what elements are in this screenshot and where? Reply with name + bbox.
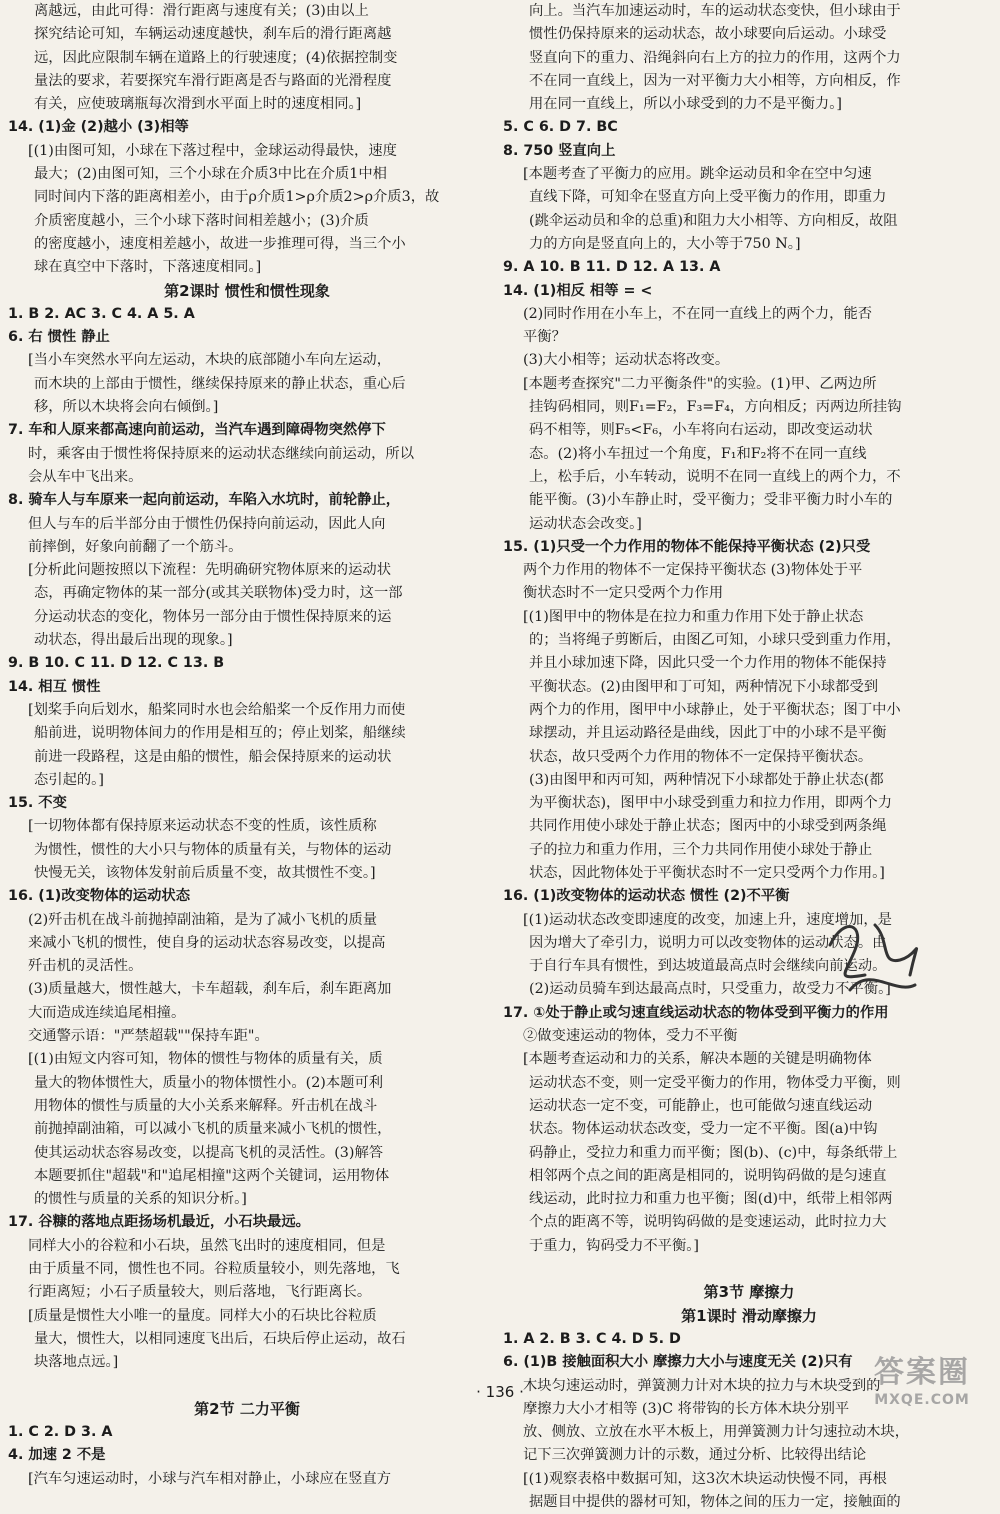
text-line: 态，再确定物体的某一部分(或其关联物体)受力时，这一部 <box>34 585 403 602</box>
text-line: 运动状态一定不变，可能静止，也可能做匀速直线运动 <box>529 1097 873 1114</box>
page-number: · 136 · <box>476 1383 524 1401</box>
text-line: 运动状态会改变。] <box>529 515 642 532</box>
text-line: 挂钩码相同，则F₁=F₂，F₃=F₄，方向相反；丙两边所挂钩 <box>529 399 902 416</box>
section-heading: 第1课时 滑动摩擦力 <box>681 1306 817 1325</box>
answer-line: 1. C 2. D 3. A <box>8 1424 113 1441</box>
text-line: 量大的物体惯性大，质量小的物体惯性小。(2)本题可利 <box>34 1074 384 1091</box>
text-line: 远，因此应限制车辆在道路上的行驶速度；(4)依据控制变 <box>34 49 398 66</box>
text-line: 不在同一直线上，因为一对平衡力大小相等，方向相反，作 <box>529 72 901 89</box>
text-line: (3)大小相等；运动状态将改变。 <box>523 352 730 369</box>
text-line: 来减小飞机的惯性，使自身的运动状态容易改变，以提高 <box>28 934 386 951</box>
text-line: 于自行车具有惯性，到达坡道最高点时会继续向前运动。 <box>529 958 887 975</box>
text-line: 状态。物体运动状态改变，受力一定不平衡。图(a)中钩 <box>529 1121 878 1138</box>
text-line: 因为增大了牵引力，说明力可以改变物体的运动状态。由 <box>529 934 887 951</box>
watermark <box>852 1354 992 1416</box>
text-line: 由于质量不同，惯性也不同。谷粒质量较小，则先落地，飞 <box>28 1261 400 1278</box>
text-line: (2)歼击机在战斗前抛掉副油箱，是为了减小飞机的质量 <box>28 911 378 928</box>
text-line: 的密度越小，速度相差越小，故进一步推理可得，当三个小 <box>34 235 406 252</box>
text-line: 能平衡。(3)小车静止时，受平衡力；受非平衡力时小车的 <box>529 492 893 509</box>
text-line: [(1)运动状态改变即速度的改变，加速上升，速度增加，是 <box>523 911 892 928</box>
text-line: 有关，应使玻璃瓶每次滑到水平面上时的速度相同。] <box>34 96 362 113</box>
answer-line: 1. B 2. AC 3. C 4. A 5. A <box>8 305 195 322</box>
text-line: 线运动，此时拉力和重力也平衡；图(d)中，纸带上相邻两 <box>529 1191 893 1208</box>
answer-line: 14. (1)金 (2)越小 (3)相等 <box>8 119 189 136</box>
text-line: [(1)由短文内容可知，物体的惯性与物体的质量有关，质 <box>28 1051 383 1068</box>
text-line: 于重力，钩码受力不平衡。] <box>529 1237 699 1254</box>
text-line: 前进一段路程，这是由船的惯性，船会保持原来的运动状 <box>34 748 392 765</box>
answer-line: 8. 750 竖直向上 <box>503 142 616 159</box>
text-line: 球在真空中下落时，下落速度相同。] <box>34 259 262 276</box>
text-line: ②做变速运动的物体，受力不平衡 <box>523 1028 738 1045</box>
answer-line: 1. A 2. B 3. C 4. D 5. D <box>503 1330 681 1347</box>
text-line: 为平衡状态)，图甲中小球受到重力和拉力作用，即两个力 <box>529 795 892 812</box>
text-line: [分析此问题按照以下流程：先明确研究物体原来的运动状 <box>28 562 391 579</box>
text-line: [本题考查了平衡力的应用。跳伞运动员和伞在空中匀速 <box>523 166 872 183</box>
answer-line: 15. 不变 <box>8 795 67 812</box>
text-line: [本题考查探究"二力平衡条件"的实验。(1)甲、乙两边所 <box>523 375 877 392</box>
answer-line: 8. 骑车人与车原来一起向前运动，车陷入水坑时，前轮静止， <box>8 492 401 509</box>
text-line: 竖直向下的重力、沿绳斜向右上方的拉力的作用，这两个力 <box>529 49 901 66</box>
text-line: 运动状态不变，则一定受平衡力的作用，物体受力平衡，则 <box>529 1074 901 1091</box>
answer-line: 6. 右 惯性 静止 <box>8 329 110 346</box>
text-line: 时，乘客由于惯性将保持原来的运动状态继续向前运动，所以 <box>28 445 415 462</box>
text-line: 平衡？ <box>523 329 566 346</box>
text-line: 前摔倒，好象向前翻了一个筋斗。 <box>28 538 243 555</box>
answer-line: 4. 加速 2 不是 <box>8 1447 106 1464</box>
text-line: 量法的要求，若要探究车滑行距离是否与路面的光滑程度 <box>34 72 392 89</box>
text-line: 两个力的作用，图甲中小球静止，处于平衡状态；图丁中小 <box>529 701 901 718</box>
text-line: (3)由图甲和丙可知，两种情况下小球都处于静止状态(都 <box>529 771 884 788</box>
text-line: 交通警示语："严禁超载""保持车距"。 <box>28 1028 269 1045</box>
text-line: 状态，故只受两个力作用的物体不一定保持平衡状态。 <box>529 748 873 765</box>
text-line: 最大；(2)由图可知，三个小球在介质3中比在介质1中相 <box>34 166 387 183</box>
right-column <box>503 0 995 1514</box>
text-line: 码静止，受拉力和重力而平衡；图(b)、(c)中，每条纸带上 <box>529 1144 898 1161</box>
text-line: 行距离短；小石子质量较大，则后落地，飞行距离长。 <box>28 1284 372 1301</box>
text-line: 的；当将绳子剪断后，由图乙可知，小球只受到重力作用， <box>529 632 901 649</box>
answer-line: 17. 谷糠的落地点距扬场机最近，小石块最远。 <box>8 1214 310 1231</box>
text-line: 船前进，说明物体间力的作用是相互的；停止划桨，船继续 <box>34 725 406 742</box>
text-line: 放、侧放、立放在水平木板上，用弹簧测力计匀速拉动木块， <box>523 1424 910 1441</box>
section-heading: 第3节 摩擦力 <box>703 1283 795 1302</box>
text-line: 介质密度越小，三个小球下落时间相差越小；(3)介质 <box>34 212 369 229</box>
text-line: 分运动状态的变化，物体另一部分由于惯性保持原来的运 <box>34 608 392 625</box>
text-line: 量大，惯性大，以相同速度飞出后，石块后停止运动，故石 <box>34 1330 406 1347</box>
text-line: 态引起的。] <box>34 771 104 788</box>
answer-line: 9. A 10. B 11. D 12. A 13. A <box>503 259 721 276</box>
text-line: 动状态，得出最后出现的现象。] <box>34 632 233 649</box>
answer-line: 16. (1)改变物体的运动状态 <box>8 888 190 905</box>
answer-line: 14. 相互 惯性 <box>8 678 101 695</box>
text-line: 平衡状态。(2)由图甲和丁可知，两种情况下小球都受到 <box>529 678 879 695</box>
text-line: 前抛掉副油箱，可以减小飞机的质量来减小飞机的惯性， <box>34 1121 392 1138</box>
text-line: (跳伞运动员和伞的总重)和阻力大小相等、方向相反，故阻 <box>529 212 898 229</box>
text-line: 并且小球加速下降，因此只受一个力作用的物体不能保持 <box>529 655 887 672</box>
text-line: 大而造成连续追尾相撞。 <box>28 1004 186 1021</box>
text-line: 块落地点远。] <box>34 1354 119 1371</box>
answer-line: 14. (1)相反 相等 = < <box>503 282 653 299</box>
text-line: 摩擦力大小才相等 (3)C 将带钩的长方体木块分别平 <box>523 1400 850 1417</box>
text-line: 快慢无关，该物体发射前后质量不变，故其惯性不变。] <box>34 864 376 881</box>
text-line: [(1)图甲中的物体是在拉力和重力作用下处于静止状态 <box>523 608 864 625</box>
text-line: 惯性仍保持原来的运动状态，故小球要向后运动。小球受 <box>529 26 887 43</box>
text-line: 向上。当汽车加速运动时，车的运动状态变快，但小球由于 <box>529 3 901 19</box>
text-line: 木块匀速运动时，弹簧测力计对木块的拉力与木块受到的 <box>523 1377 881 1394</box>
text-line: 用物体的惯性与质量的大小关系来解释。歼击机在战斗 <box>34 1097 378 1114</box>
text-line: 共同作用使小球处于静止状态；图丙中的小球受到两条绳 <box>529 818 887 835</box>
text-line: (2)运动员骑车到达最高点时，只受重力，故受力不平衡。] <box>529 981 891 998</box>
text-line: [质量是惯性大小唯一的量度。同样大小的石块比谷粒质 <box>28 1307 377 1324</box>
text-line: 相邻两个点之间的距离是相同的，说明钩码做的是匀速直 <box>529 1167 887 1184</box>
text-line: 衡状态时不一定只受两个力作用 <box>523 585 724 602</box>
text-line: [当小车突然水平向左运动，木块的底部随小车向左运动， <box>28 352 391 369</box>
answer-line: 17. ①处于静止或匀速直线运动状态的物体受到平衡力的作用 <box>503 1004 889 1021</box>
watermark-url: MXQE.COM <box>874 1392 970 1408</box>
text-line: [一切物体都有保持原来运动状态不变的性质，该性质称 <box>28 818 377 835</box>
text-line: 球摆动，并且运动路径是曲线，因此丁中的小球不是平衡 <box>529 725 887 742</box>
text-line: 直线下降，可知伞在竖直方向上受平衡力的作用，即重力 <box>529 189 887 206</box>
text-line: [汽车匀速运动时，小球与汽车相对静止，小球应在竖直方 <box>28 1470 391 1487</box>
text-line: 用在同一直线上，所以小球受到的力不是平衡力。] <box>529 96 842 113</box>
answer-line: 15. (1)只受一个力作用的物体不能保持平衡状态 (2)只受 <box>503 538 871 555</box>
text-line: 子的拉力和重力作用，三个力共同作用使小球处于静止 <box>529 841 873 858</box>
section-heading: 第2节 二力平衡 <box>194 1399 300 1418</box>
text-line: 本题要抓住"超载"和"追尾相撞"这两个关键词，运用物体 <box>34 1167 390 1184</box>
text-line: 码不相等，则F₅<F₆，小车将向右运动，即改变运动状 <box>529 422 873 439</box>
text-line: 态。(2)将小车扭过一个角度，F₁和F₂将不在同一直线 <box>529 445 867 462</box>
text-line <box>503 1258 995 1281</box>
text-line: 两个力作用的物体不一定保持平衡状态 (3)物体处于平 <box>523 562 863 579</box>
text-line: 据题目中提供的器材可知，物体之间的压力一定，接触面的 <box>529 1494 901 1510</box>
handwritten-scribble <box>820 905 930 1005</box>
text-line: 同样大小的谷粒和小石块，虽然飞出时的速度相同，但是 <box>28 1237 386 1254</box>
text-line: 探究结论可知，车辆运动速度越快，刹车后的滑行距离越 <box>34 26 392 43</box>
text-line: [(1)观察表格中数据可知，这3次木块运动快慢不同，再根 <box>523 1470 887 1487</box>
text-line: [划桨手向后划水，船桨同时水也会给船桨一个反作用力而使 <box>28 701 406 718</box>
text-line: 状态，因此物体处于平衡状态时不一定只受两个力作用。] <box>529 864 885 881</box>
text-line: 会从车中飞出来。 <box>28 468 143 485</box>
text-line: [本题考查运动和力的关系，解决本题的关键是明确物体 <box>523 1051 872 1068</box>
answer-line: 5. C 6. D 7. BC <box>503 119 618 136</box>
answer-line: 7. 车和人原来都高速向前运动，当汽车遇到障碍物突然停下 <box>8 422 386 439</box>
text-line: 记下三次弹簧测力计的示数，通过分析、比较得出结论 <box>523 1447 867 1464</box>
answer-line: 6. (1)B 接触面积大小 摩擦力大小与速度无关 (2)只有 <box>503 1354 853 1371</box>
text-line: (2)同时作用在小车上，不在同一直线上的两个力，能否 <box>523 305 873 322</box>
text-line: 使其运动状态容易改变，以提高飞机的灵活性。(3)解答 <box>34 1144 384 1161</box>
text-line: 离越远，由此可得：滑行距离与速度有关；(3)由以上 <box>34 3 369 19</box>
text-line: 上，松手后，小车转动，说明不在同一直线上的两个力，不 <box>529 468 901 485</box>
text-line: 移，所以木块将会向右倾倒。] <box>34 399 219 416</box>
answer-line: 16. (1)改变物体的运动状态 惯性 (2)不平衡 <box>503 888 790 905</box>
text-line: 为惯性，惯性的大小只与物体的质量有关，与物体的运动 <box>34 841 392 858</box>
text-line: 但人与车的后半部分由于惯性仍保持向前运动，因此人向 <box>28 515 386 532</box>
text-line: 个点的距离不等，说明钩码做的是变速运动，此时拉力大 <box>529 1214 887 1231</box>
text-line: 力的方向是竖直向上的，大小等于750 N。] <box>529 235 801 252</box>
watermark-main: 答案圈 <box>874 1355 970 1390</box>
left-column <box>8 0 486 1491</box>
text-line: 而木块的上部由于惯性，继续保持原来的静止状态，重心后 <box>34 375 406 392</box>
text-line: [(1)由图可知，小球在下落过程中，金球运动得最快，速度 <box>28 142 397 159</box>
text-line: 歼击机的灵活性。 <box>28 958 143 975</box>
section-heading: 第2课时 惯性和惯性现象 <box>164 281 330 300</box>
answer-line: 9. B 10. C 11. D 12. C 13. B <box>8 655 225 672</box>
text-line: 的惯性与质量的关系的知识分析。] <box>34 1191 247 1208</box>
text-line: 同时间内下落的距离相差小，由于ρ介质1>ρ介质2>ρ介质3，故 <box>34 189 440 206</box>
text-line: (3)质量越大，惯性越大，卡车超载，刹车后，刹车距离加 <box>28 981 392 998</box>
